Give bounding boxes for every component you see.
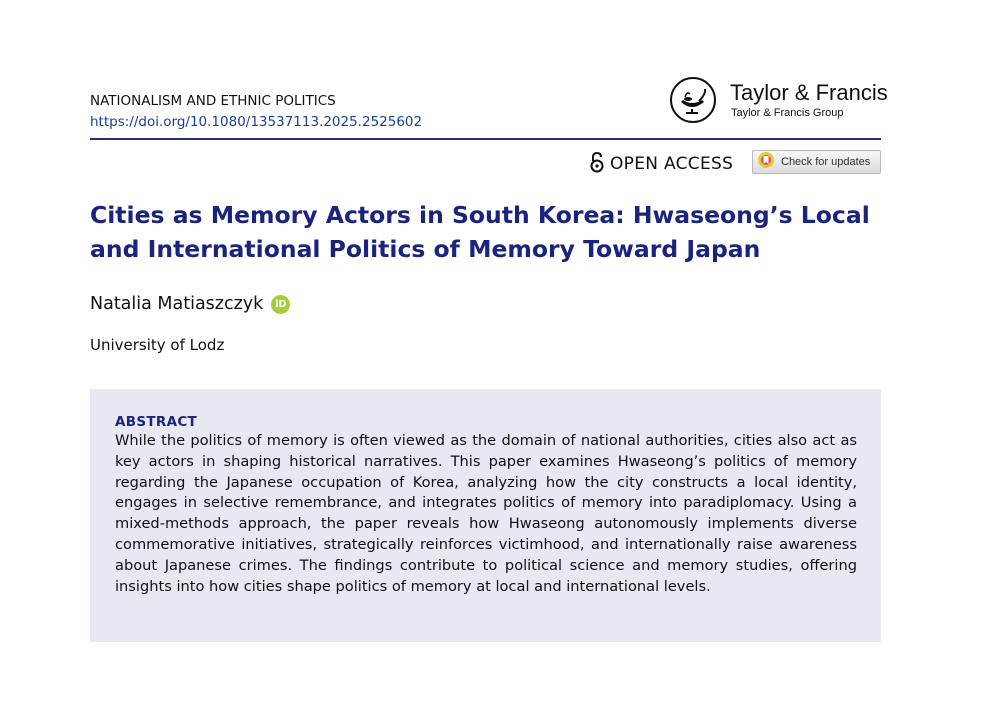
open-access-label: OPEN ACCESS <box>610 154 734 174</box>
open-access-badge <box>590 152 733 176</box>
doi-link[interactable]: https://doi.org/10.1080/13537113.2025.2525602 <box>90 114 423 130</box>
header-divider <box>90 138 881 140</box>
abstract-text: While the politics of memory is often viewed as the domain of national authorities, cities also act as key actors in shaping historical narratives. This paper examines Hwaseong’s politics of memory regarding the Japanese occupation of Korea, analyzing how the city constructs a local identity, engages in selective remembrance, and integrates politics of memory into paradiplomacy. Using a mixed-methods approach, the paper reveals how Hwaseong autonomously implements diverse commemorative initiatives, strategically reinforces victimhood, and internationally raise awareness about Japanese crimes. The findings contribute to political science and memory studies, offering insights into how cities shape politics of memory at local and international levels. <box>115 432 857 595</box>
abstract-heading: ABSTRACT <box>115 414 198 430</box>
publisher-name: Taylor & Francis <box>730 80 888 105</box>
publisher-group: Taylor & Francis Group <box>731 107 844 119</box>
journal-name: NATIONALISM AND ETHNIC POLITICS <box>90 93 336 109</box>
author-row <box>90 294 290 314</box>
lamp-logo-icon <box>670 77 716 123</box>
orcid-icon[interactable]: iD <box>271 295 290 314</box>
abstract-box <box>90 389 881 642</box>
author-affiliation: University of Lodz <box>90 336 225 354</box>
article-title: Cities as Memory Actors in South Korea: Hwaseong’s Local and International Politics of Memory Toward Japan <box>90 201 870 263</box>
check-for-updates-button[interactable] <box>752 150 881 174</box>
author-name[interactable]: Natalia Matiaszczyk <box>90 294 264 314</box>
check-for-updates-label: Check for updates <box>781 156 871 168</box>
open-lock-icon <box>590 151 604 177</box>
crossmark-icon <box>757 151 775 173</box>
publisher-logo[interactable] <box>670 77 888 129</box>
